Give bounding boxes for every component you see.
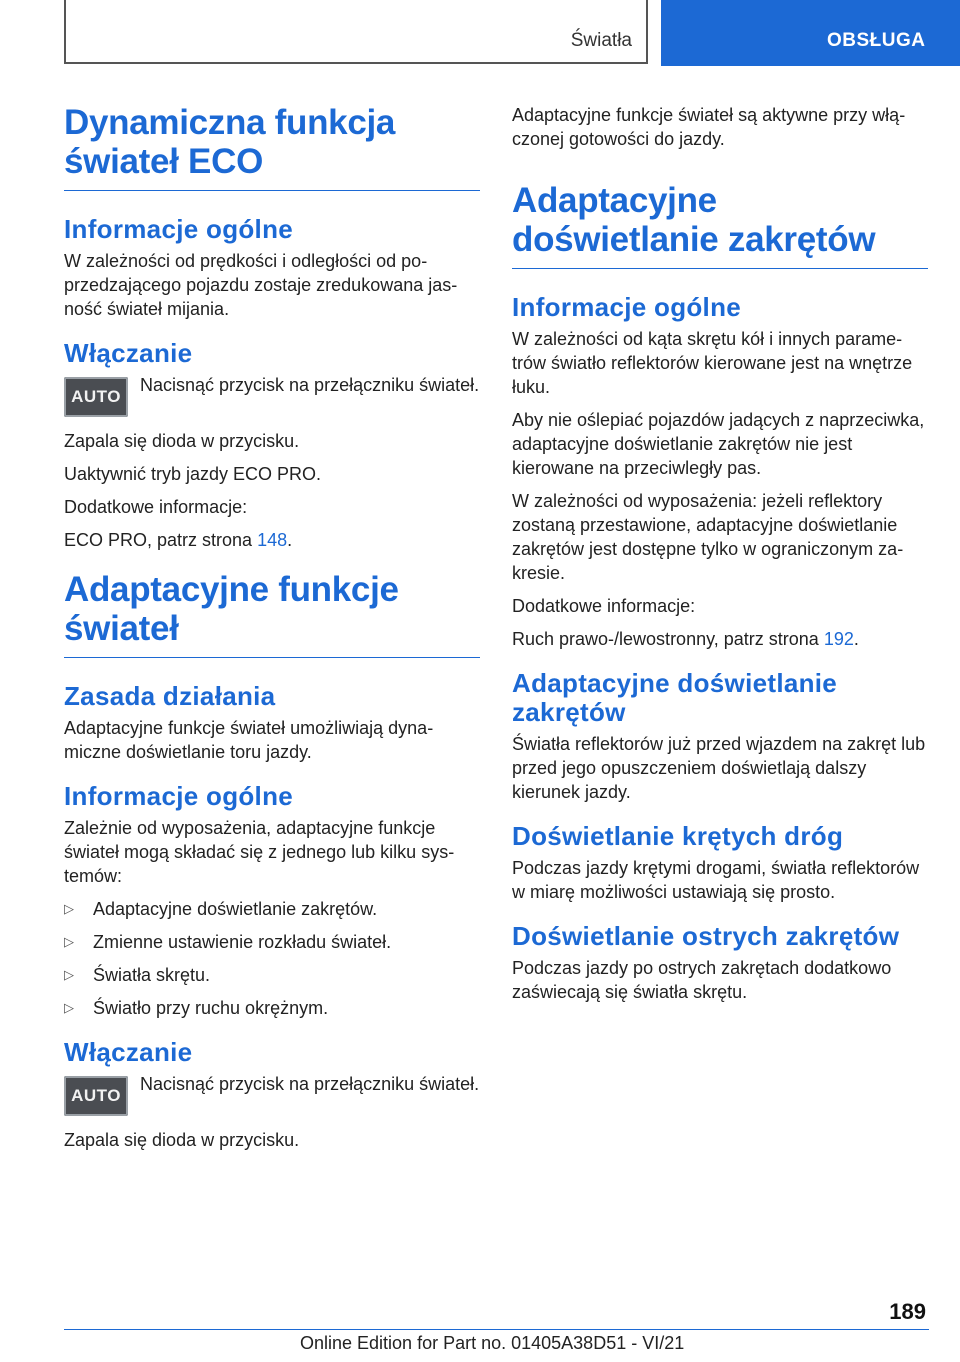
triangle-bullet-icon: ▷ xyxy=(64,1000,74,1015)
heading-principle: Zasada działania xyxy=(64,681,276,711)
footer-edition: Online Edition for Part no. 01405A38D51 - VI/21 xyxy=(300,1333,685,1353)
heading-activation: Włączanie xyxy=(64,338,193,368)
heading-activation-2: Włączanie xyxy=(64,1037,193,1067)
activation-instruction xyxy=(64,373,480,417)
paragraph-curve-info-b: Aby nie oślepiać pojazdów jadących z naprzeciwka, adaptacyjne doświetlanie zakrętów nie jest kierowane na przeciwległy pas. xyxy=(512,410,925,478)
list-item: ▷ Światła skrętu. xyxy=(64,965,211,985)
section-adaptive-info xyxy=(64,782,480,1020)
paragraph-principle: Adaptacyjne funkcje świateł umożliwiają dynamiczne doświetlanie toru jazdy. xyxy=(64,718,434,762)
section-eco-info xyxy=(64,215,480,321)
footer-divider xyxy=(64,1329,929,1330)
auto-button-icon: AUTO xyxy=(64,377,128,417)
activation-instruction-2 xyxy=(64,1072,480,1116)
section-sharp-curves xyxy=(512,922,928,1004)
paragraph-press-button: Nacisnąć przycisk na przełączniku świateł. xyxy=(140,375,480,395)
heading-eco-lights: Dynamiczna funkcja świateł ECO xyxy=(64,103,480,191)
paragraph-curve-info-c: W zależności od wyposażenia: jeżeli reflektory zostaną przestawione, adaptacyjne doświetlanie zakrętów jest dostępne tylko w ograniczonym zakresie. xyxy=(512,491,904,583)
heading-adaptive-lights: Adaptacyjne funkcje świateł xyxy=(64,570,480,658)
triangle-bullet-icon: ▷ xyxy=(64,934,74,949)
paragraph-active-condition: Adaptacyjne funkcje świateł są aktywne przy włączonej gotowości do jazdy. xyxy=(512,105,906,149)
page-link-192[interactable]: 192 xyxy=(823,629,854,649)
list-item: ▷ Adaptacyjne doświetlanie zakrętów. xyxy=(64,899,378,919)
paragraph-led-on-2: Zapala się dioda w przycisku. xyxy=(64,1130,300,1150)
left-column xyxy=(64,103,480,1170)
heading-general-info-2: Informacje ogólne xyxy=(64,781,294,811)
section-principle xyxy=(64,682,480,764)
paragraph-eco-reference: ECO PRO, patrz strona 148. xyxy=(64,530,293,550)
paragraph-press-button-2: Nacisnąć przycisk na przełączniku świateł. xyxy=(140,1074,480,1094)
heading-sharp-curves: Doświetlanie ostrych zakrętów xyxy=(512,921,900,951)
paragraph-adaptive-curve: Światła reflektorów już przed wjazdem na zakręt lub przed jego opuszczeniem doświetlają dalszy kierunek jazdy. xyxy=(512,734,926,802)
triangle-bullet-icon: ▷ xyxy=(64,901,74,916)
header-chapter-tab xyxy=(661,0,960,66)
header-section-title: Światła xyxy=(570,30,632,51)
paragraph-more-info-2: Dodatkowe informacje: xyxy=(512,596,696,616)
heading-adaptive-curve: Adaptacyjne doświetlanie zakrętów xyxy=(512,668,838,727)
heading-curve-lighting: Adaptacyjne doświetlanie zakrętów xyxy=(512,181,928,269)
section-adaptive-activation xyxy=(64,1038,480,1152)
section-adaptive-curve xyxy=(512,669,928,804)
header-frame xyxy=(64,0,648,64)
paragraph-activate-mode: Uaktywnić tryb jazdy ECO PRO. xyxy=(64,464,322,484)
paragraph-curve-info-a: W zależności od kąta skrętu kół i innych parametrów światło reflektorów kierowane jest na wnętrze łuku. xyxy=(512,329,913,397)
heading-winding-roads: Doświetlanie krętych dróg xyxy=(512,821,844,851)
paragraph-more-info: Dodatkowe informacje: xyxy=(64,497,248,517)
paragraph-traffic-reference: Ruch prawo-/lewostronny, patrz strona 192. xyxy=(512,629,859,649)
list-item: ▷ Zmienne ustawienie rozkładu świateł. xyxy=(64,932,392,952)
section-eco-activation xyxy=(64,339,480,552)
paragraph-winding-roads: Podczas jazdy krętymi drogami, światła reflektorów w miarę możliwości ustawiają się prosto. xyxy=(512,858,920,902)
heading-general-info-3: Informacje ogólne xyxy=(512,292,742,322)
section-curve-info xyxy=(512,293,928,651)
page-number: 189 xyxy=(889,1299,926,1324)
paragraph-sharp-curves: Podczas jazdy po ostrych zakrętach dodatkowo zaświecają się światła skrętu. xyxy=(512,958,892,1002)
list-item: ▷ Światło przy ruchu okrężnym. xyxy=(64,998,329,1018)
page-link-148[interactable]: 148 xyxy=(257,530,288,550)
right-column xyxy=(512,103,928,1022)
heading-general-info: Informacje ogólne xyxy=(64,214,294,244)
auto-button-icon: AUTO xyxy=(64,1076,128,1116)
systems-list xyxy=(64,897,480,1020)
paragraph-eco-info: W zależności od prędkości i odległości od poprzedzającego pojazdu zostaje zredukowana jasność świateł mijania. xyxy=(64,251,458,319)
triangle-bullet-icon: ▷ xyxy=(64,967,74,982)
header-chapter-label: OBSŁUGA xyxy=(827,30,926,51)
paragraph-led-on: Zapala się dioda w przycisku. xyxy=(64,431,300,451)
paragraph-adaptive-info: Zależnie od wyposażenia, adaptacyjne funkcje świateł mogą składać się z jednego lub kilku systemów: xyxy=(64,818,455,886)
section-winding-roads xyxy=(512,822,928,904)
